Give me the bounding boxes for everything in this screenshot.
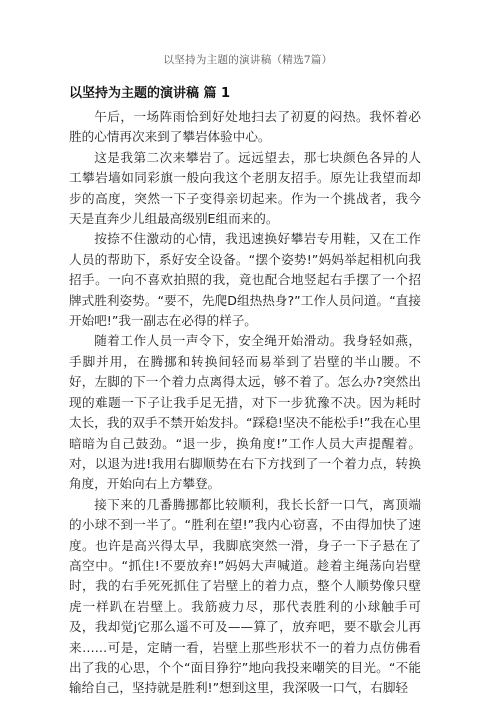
paragraph: 随着工作人员一声令下，安全绳开始滑动。我身轻如燕，手脚并用，在腾挪和转换间轻而易举到了岩壁的半山腰。不好，左脚的下一个着力点离得太远，够不着了。怎么办?突然出现的难题一下子让我手足无措，对下一步犹豫不决。因为耗时太长，我的双手不禁开始发抖。“踩稳!坚决不能松手!”我在心里暗暗为自己鼓劲。“退一步，换角度!”工作人员大声提醒着。对，以退为进!我用右脚顺势在右下方找到了一个着力点，转换角度，开始向右上方攀登。 <box>69 333 421 492</box>
paragraph: 按捺不住激动的心情，我迅速换好攀岩专用鞋，又在工作人员的帮助下，系好安全设备。“摆个姿势!”妈妈举起相机向我招手。一向不喜欢拍照的我，竟也配合地竖起右手摆了一个招牌式胜利姿势。“要不，先爬D组热热身?”工作人员问道。“直接开始吧!”我一副志在必得的样子。 <box>69 231 421 329</box>
paragraph: 接下来的几番腾挪都比较顺利，我长长舒一口气，离顶端的小球不到一半了。“胜利在望!”我内心窃喜，不由得加快了速度。也许是高兴得太早，我脚底突然一滑，身子一下子悬在了高空中。“抓住!不要放弃!”妈妈大声喊道。趁着主绳荡向岩壁时，我的右手死死抓住了岩壁上的着力点，整个人顺势像只壁虎一样趴在岩壁上。我筋疲力尽，那代表胜利的小球触手可及，我却觉j它那么遥不可及——算了，放弃吧，要不歇会儿再来……可是，定睛一看，岩壁上那些形状不一的着力点仿佛看出了我的心思，个个“面目狰狞”地向我投来嘲笑的目光。“不能输给自己，坚持就是胜利!”想到这里，我深吸一口气，右脚轻 <box>69 496 421 696</box>
paragraph: 午后，一场阵雨恰到好处地扫去了初夏的闷热。我怀着必胜的心情再次来到了攀岩体验中心。 <box>69 109 421 145</box>
paragraph: 这是我第二次来攀岩了。远远望去，那七块颜色各异的人工攀岩墙如同彩旗一般向我这个老朋友招手。原先让我望而却步的高度，突然一下子变得亲切起来。作为一个挑战者，我今天是直奔少儿组最高级别E组而来的。 <box>69 149 421 227</box>
document-body <box>69 84 421 699</box>
page-header: 以坚持为主题的演讲稿（精选7篇） <box>163 54 333 66</box>
article-title: 以坚持为主题的演讲稿 篇 1 <box>69 86 231 101</box>
